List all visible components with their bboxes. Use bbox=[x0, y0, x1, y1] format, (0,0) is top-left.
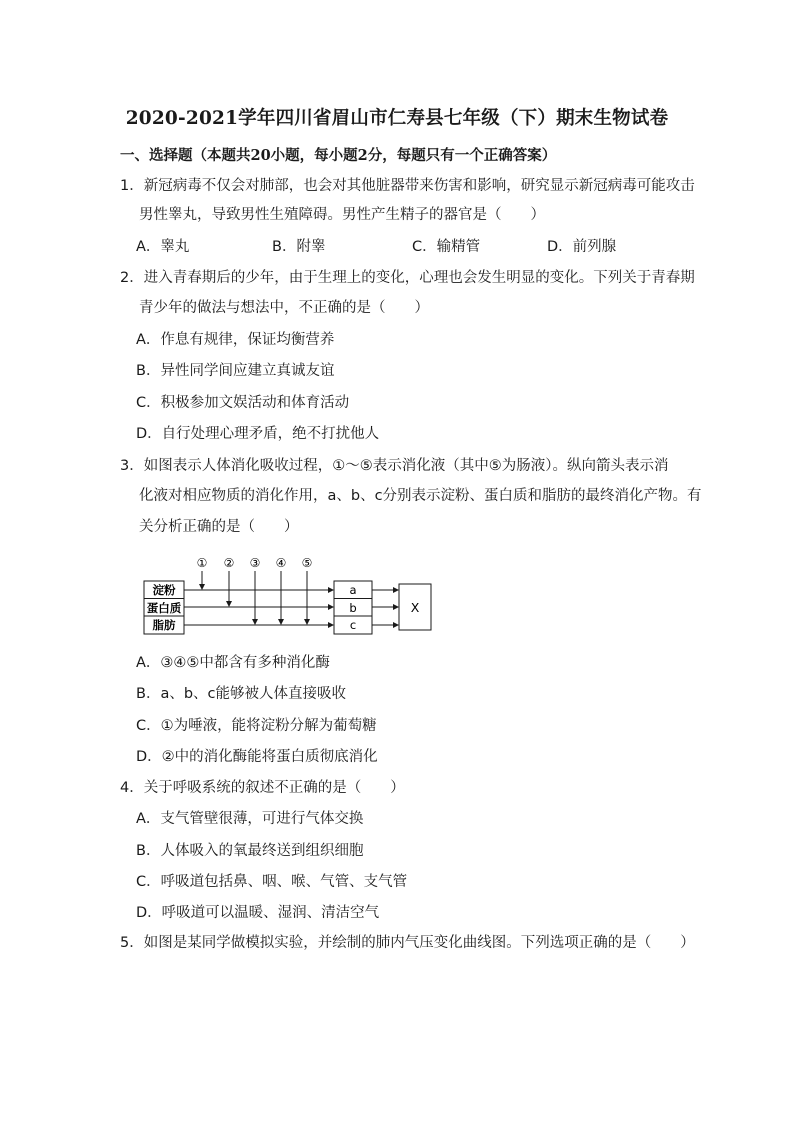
substance-protein: 蛋白质 bbox=[146, 601, 182, 615]
juice-label-1: ① bbox=[196, 556, 208, 570]
q1-option-d[interactable]: D．前列腺 bbox=[547, 239, 617, 255]
page-title: 2020-2021学年四川省眉山市仁寿县七年级（下）期末生物试卷 bbox=[125, 108, 669, 129]
q1-option-a[interactable]: A．睾丸 bbox=[136, 239, 190, 255]
substance-starch: 淀粉 bbox=[152, 583, 176, 597]
q2-stem-line2: 青少年的做法与想法中，不正确的是（ ） bbox=[139, 300, 429, 316]
q1-stem-line2: 男性睾丸，导致男性生殖障碍。男性产生精子的器官是（ ） bbox=[139, 207, 545, 223]
q1-option-c[interactable]: C．输精管 bbox=[412, 239, 481, 255]
juice-label-5: ⑤ bbox=[301, 556, 313, 570]
substance-fat: 脂肪 bbox=[152, 618, 176, 632]
q4-option-d[interactable]: D．呼吸道可以温暖、湿润、清洁空气 bbox=[136, 905, 380, 921]
q1-stem-line1: 1．新冠病毒不仅会对肺部，也会对其他脏器带来伤害和影响，研究显示新冠病毒可能攻击 bbox=[120, 178, 695, 194]
section-heading: 一、选择题（本题共20小题，每小题2分，每题只有一个正确答案） bbox=[120, 147, 557, 164]
product-c: c bbox=[349, 618, 357, 632]
q3-option-a[interactable]: A．③④⑤中都含有多种消化酶 bbox=[136, 655, 330, 671]
digestion-diagram bbox=[140, 554, 435, 638]
q4-option-a[interactable]: A．支气管壁很薄，可进行气体交换 bbox=[136, 811, 364, 827]
q3-option-d[interactable]: D．②中的消化酶能将蛋白质彻底消化 bbox=[136, 749, 378, 765]
juice-label-3: ③ bbox=[249, 556, 261, 570]
product-b: b bbox=[349, 601, 357, 615]
q4-option-b[interactable]: B．人体吸入的氧最终送到组织细胞 bbox=[136, 843, 364, 859]
q1-option-b[interactable]: B．附睾 bbox=[272, 239, 326, 255]
product-a: a bbox=[349, 583, 357, 597]
q5-stem-line1: 5．如图是某同学做模拟实验，并绘制的肺内气压变化曲线图。下列选项正确的是（ ） bbox=[120, 935, 695, 951]
q4-option-c[interactable]: C．呼吸道包括鼻、咽、喉、气管、支气管 bbox=[136, 874, 408, 890]
q3-option-c[interactable]: C．①为唾液，能将淀粉分解为葡萄糖 bbox=[136, 718, 377, 734]
juice-label-4: ④ bbox=[275, 556, 287, 570]
q2-option-a[interactable]: A．作息有规律，保证均衡营养 bbox=[136, 332, 335, 348]
q3-stem-line1: 3．如图表示人体消化吸收过程，①～⑤表示消化液（其中⑤为肠液）。纵向箭头表示消 bbox=[120, 458, 669, 474]
q2-option-c[interactable]: C．积极参加文娱活动和体育活动 bbox=[136, 395, 350, 411]
result-x: X bbox=[410, 600, 420, 615]
juice-label-2: ② bbox=[223, 556, 235, 570]
q4-stem-line1: 4．关于呼吸系统的叙述不正确的是（ ） bbox=[120, 780, 405, 796]
q3-stem-line3: 关分析正确的是（ ） bbox=[139, 519, 299, 535]
q3-option-b[interactable]: B．a、b、c能够被人体直接吸收 bbox=[136, 686, 347, 702]
q2-option-d[interactable]: D．自行处理心理矛盾，绝不打扰他人 bbox=[136, 426, 380, 442]
q3-stem-line2: 化液对相应物质的消化作用，a、b、c分别表示淀粉、蛋白质和脂肪的最终消化产物。有 bbox=[139, 488, 702, 504]
q2-stem-line1: 2．进入青春期后的少年，由于生理上的变化，心理也会发生明显的变化。下列关于青春期 bbox=[120, 270, 695, 286]
q2-option-b[interactable]: B．异性同学间应建立真诚友谊 bbox=[136, 363, 335, 379]
